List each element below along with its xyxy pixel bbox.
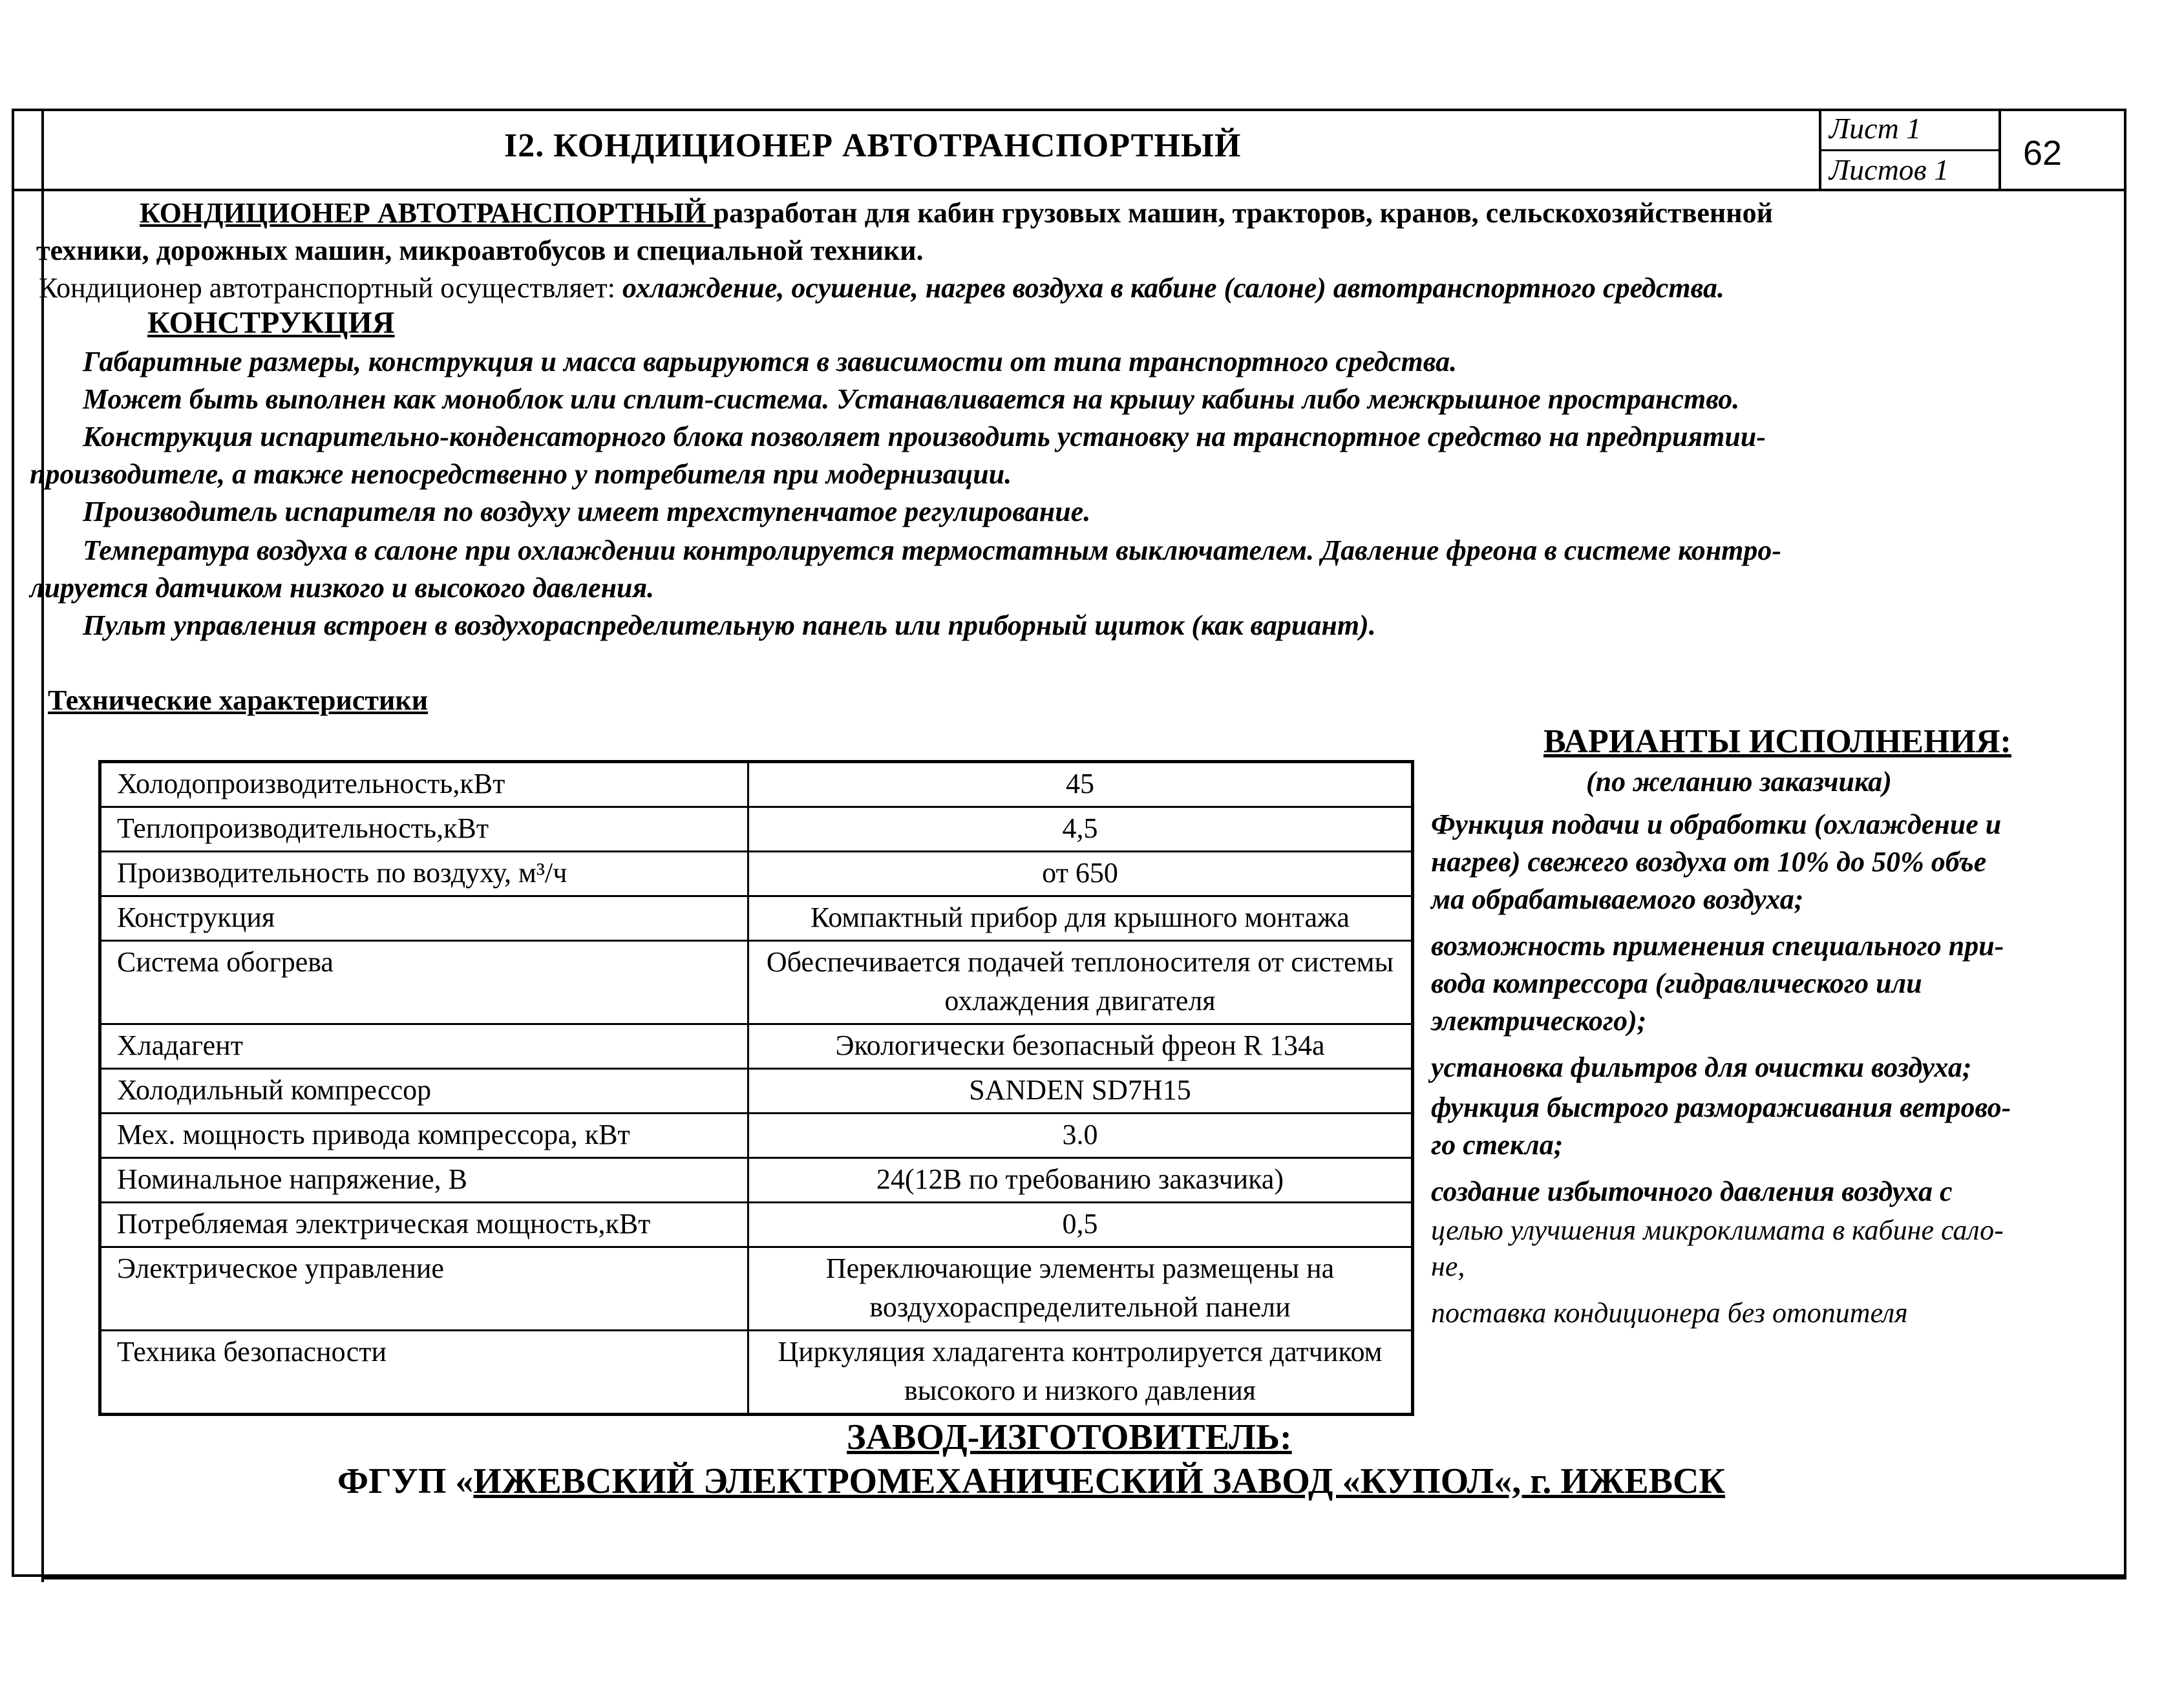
spec-param: Хладагент <box>100 1024 748 1069</box>
variant-line: возможность применения специального при- <box>1431 930 2004 962</box>
intro-line-3-text: Кондиционер автотранспортный осуществляет: <box>39 272 622 304</box>
variant-line: ма обрабатываемого воздуха; <box>1431 883 1804 915</box>
page-title: I2. КОНДИЦИОНЕР АВТОТРАНСПОРТНЫЙ <box>504 127 1242 164</box>
spec-value: 24(12В по требованию заказчика) <box>748 1158 1413 1203</box>
intro-line-2: техники, дорожных машин, микроавтобусов и специальной техники. <box>36 235 924 266</box>
sheet-label: Лист 1 <box>1829 112 1922 145</box>
spec-row <box>100 896 1413 941</box>
construction-heading: КОНСТРУКЦИЯ <box>147 306 395 340</box>
intro-line-1-text: разработан для кабин грузовых машин, тракторов, кранов, сельскохозяйственной <box>713 197 1773 229</box>
variant-line: целью улучшения микроклимата в кабине сало- <box>1431 1214 2004 1246</box>
lower-left-rule <box>41 110 44 1582</box>
construction-line: Габаритные размеры, конструкция и масса варьируются в зависимости от типа транспортного средства. <box>83 346 1458 377</box>
spec-value: SANDEN SD7H15 <box>748 1069 1413 1114</box>
page-number: 62 <box>2023 134 2062 173</box>
variant-line: не, <box>1431 1251 1465 1282</box>
intro-line-3 <box>39 271 1724 304</box>
variant-line: вода компрессора (гидравлического или <box>1431 967 1922 999</box>
lower-bottom-rule <box>41 1577 2126 1579</box>
spec-value: 0,5 <box>748 1203 1413 1247</box>
spec-row <box>100 1024 1413 1069</box>
variant-line: го стекла; <box>1431 1129 1564 1161</box>
spec-value: от 650 <box>748 852 1413 896</box>
spec-value: Циркуляция хладагента контролируется датчиком высокого и низкого давления <box>748 1331 1413 1415</box>
construction-line: Конструкция испарительно-конденсаторного блока позволяет производить установку на транспортное средство на предприятии- <box>83 421 1766 452</box>
spec-row <box>100 941 1413 1024</box>
variant-line: установка фильтров для очистки воздуха; <box>1431 1051 1972 1083</box>
spec-param: Конструкция <box>100 896 748 941</box>
construction-line: лируется датчиком низкого и высокого давления. <box>30 572 655 604</box>
product-name: КОНДИЦИОНЕР АВТОТРАНСПОРТНЫЙ <box>140 197 714 229</box>
manufacturer-name-main: ИЖЕВСКИЙ ЭЛЕКТРОМЕХАНИЧЕСКИЙ ЗАВОД «КУПОЛ«, г. ИЖЕВСК <box>473 1461 1726 1501</box>
spec-row <box>100 1331 1413 1415</box>
spec-row <box>100 1069 1413 1114</box>
spec-param: Холодопроизводительность,кВт <box>100 762 748 807</box>
spec-row <box>100 1158 1413 1203</box>
spec-value: Обеспечивается подачей теплоносителя от системы охлаждения двигателя <box>748 941 1413 1024</box>
spec-value: Переключающие элементы размещены на воздухораспределительной панели <box>748 1247 1413 1331</box>
spec-value: 3.0 <box>748 1114 1413 1158</box>
spec-value: 45 <box>748 762 1413 807</box>
spec-value: Экологически безопасный фреон R 134а <box>748 1024 1413 1069</box>
sheets-count-label: Листов 1 <box>1829 153 1949 186</box>
construction-line: Может быть выполнен как моноблок или сплит-система. Устанавливается на крышу кабины либо межкрышное пространство. <box>83 383 1740 415</box>
spec-row <box>100 1247 1413 1331</box>
manufacturer-name <box>337 1461 1725 1502</box>
sheet-info-divider <box>1819 149 2001 151</box>
intro-line-3-functions: охлаждение, осушение, нагрев воздуха в кабине (салоне) автотранспортного средства. <box>622 272 1724 304</box>
variants-subheading: (по желанию заказчика) <box>1586 766 1892 797</box>
manufacturer-heading: ЗАВОД-ИЗГОТОВИТЕЛЬ: <box>847 1417 1292 1457</box>
variant-line: поставка кондиционера без отопителя <box>1431 1297 1908 1329</box>
spec-param: Система обогрева <box>100 941 748 1024</box>
construction-line: Температура воздуха в салоне при охлаждении контролируется термостатным выключателем. Давление фреона в системе контро- <box>83 534 1782 566</box>
spec-value: 4,5 <box>748 807 1413 852</box>
spec-row <box>100 1114 1413 1158</box>
spec-param: Теплопроизводительность,кВт <box>100 807 748 852</box>
spec-param: Номинальное напряжение, В <box>100 1158 748 1203</box>
spec-param: Производительность по воздуху, м³/ч <box>100 852 748 896</box>
spec-row <box>100 807 1413 852</box>
header-divider <box>12 189 2126 191</box>
spec-value: Компактный прибор для крышного монтажа <box>748 896 1413 941</box>
variant-line: создание избыточного давления воздуха с <box>1431 1176 1953 1207</box>
spec-param: Потребляемая электрическая мощность,кВт <box>100 1203 748 1247</box>
variant-line: Функция подачи и обработки (охлаждение и <box>1431 808 2002 840</box>
manufacturer-name-prefix: ФГУП « <box>337 1461 474 1501</box>
spec-param: Мех. мощность привода компрессора, кВт <box>100 1114 748 1158</box>
spec-row <box>100 852 1413 896</box>
specs-table <box>98 760 1414 1416</box>
intro-line-1 <box>140 196 1773 229</box>
spec-row <box>100 1203 1413 1247</box>
spec-param: Электрическое управление <box>100 1247 748 1331</box>
specs-heading: Технические характеристики <box>48 684 429 716</box>
spec-param: Холодильный компрессор <box>100 1069 748 1114</box>
variant-line: нагрев) свежего воздуха от 10% до 50% объе <box>1431 846 1987 878</box>
spec-row <box>100 762 1413 807</box>
variant-line: электрического); <box>1431 1005 1647 1037</box>
construction-line: Производитель испарителя по воздуху имеет трехступенчатое регулирование. <box>83 496 1091 527</box>
spec-param: Техника безопасности <box>100 1331 748 1415</box>
variants-heading: ВАРИАНТЫ ИСПОЛНЕНИЯ: <box>1543 723 2011 760</box>
construction-line: Пульт управления встроен в воздухораспределительную панель или приборный щиток (как вариант). <box>83 609 1376 641</box>
construction-line: производителе, а также непосредственно у потребителя при модернизации. <box>30 458 1012 490</box>
variant-line: функция быстрого размораживания ветрово- <box>1431 1092 2011 1123</box>
